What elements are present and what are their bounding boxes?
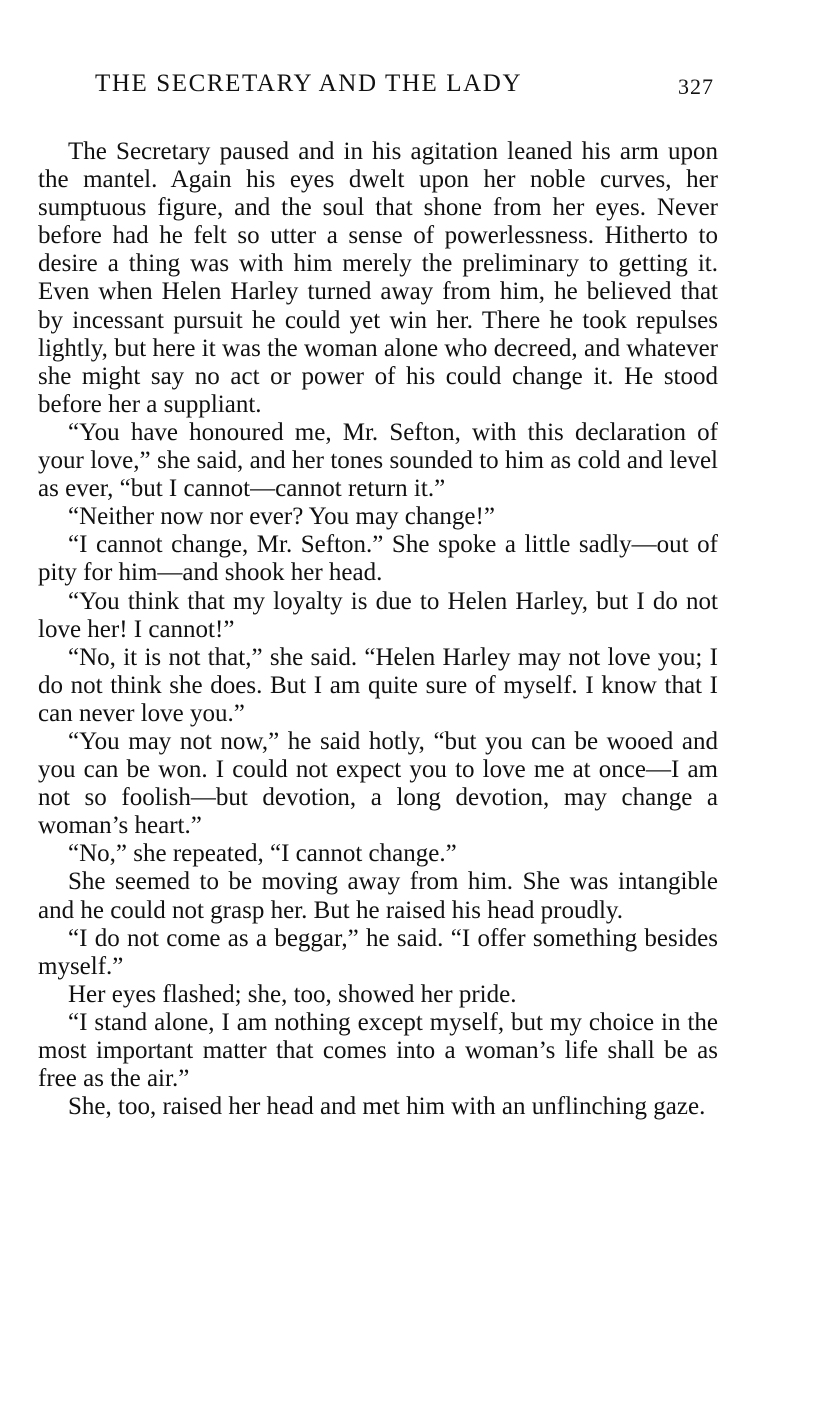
paragraph: The Secretary paused and in his agitation leaned his arm upon the mantel. Again his eyes dwelt upon her noble curves, her sumptuous figure, and the soul that shone from her eyes. Never before had he felt so utter a sense of powerlessness. Hitherto to desire a thing was with him merely the preliminary to getting it. Even when Helen Harley turned away from him, he believed that by incessant pursuit he could yet win her. There he took repulses lightly, but here it was the woman alone who decreed, and whatever she might say no act or power of his could change it. He stood before her a suppliant. bbox=[38, 138, 718, 418]
page-number: 327 bbox=[678, 74, 714, 99]
paragraph: “You have honoured me, Mr. Sefton, with this declaration of your love,” she said, and her tones sounded to him as cold and level as ever, “but I cannot—cannot return it.” bbox=[38, 418, 718, 503]
paragraph: “I stand alone, I am nothing except myself, but my choice in the most important matter that comes into a woman’s life shall be as free as the air.” bbox=[38, 1008, 718, 1093]
book-page bbox=[38, 70, 718, 1121]
paragraph: She seemed to be moving away from him. She was intangible and he could not grasp her. But he raised his head proudly. bbox=[38, 868, 718, 924]
body-text bbox=[38, 138, 718, 1121]
running-title: THE SECRETARY AND THE LADY bbox=[95, 70, 523, 97]
running-header bbox=[38, 70, 718, 110]
paragraph: Her eyes flashed; she, too, showed her pride. bbox=[68, 980, 517, 1008]
paragraph: “No, it is not that,” she said. “Helen Harley may not love you; I do not think she does. But I am quite sure of myself. I know that I can never love you.” bbox=[38, 643, 718, 727]
paragraph: “Neither now nor ever? You may change!” bbox=[68, 503, 495, 531]
paragraph: “No,” she repeated, “I cannot change.” bbox=[68, 840, 457, 868]
paragraph: “I do not come as a beggar,” he said. “I offer something besides myself.” bbox=[38, 924, 718, 980]
paragraph: She, too, raised her head and met him with an unflinching gaze. bbox=[68, 1093, 706, 1121]
paragraph: “You may not now,” he said hotly, “but you can be wooed and you can be won. I could not expect you to love me at once—I am not so foolish—but devotion, a long devotion, may change a woman’s heart.” bbox=[38, 727, 718, 840]
paragraph: “You think that my loyalty is due to Helen Harley, but I do not love her! I cannot!” bbox=[38, 587, 718, 643]
paragraph: “I cannot change, Mr. Sefton.” She spoke a little sadly—out of pity for him—and shook her head. bbox=[38, 531, 718, 587]
